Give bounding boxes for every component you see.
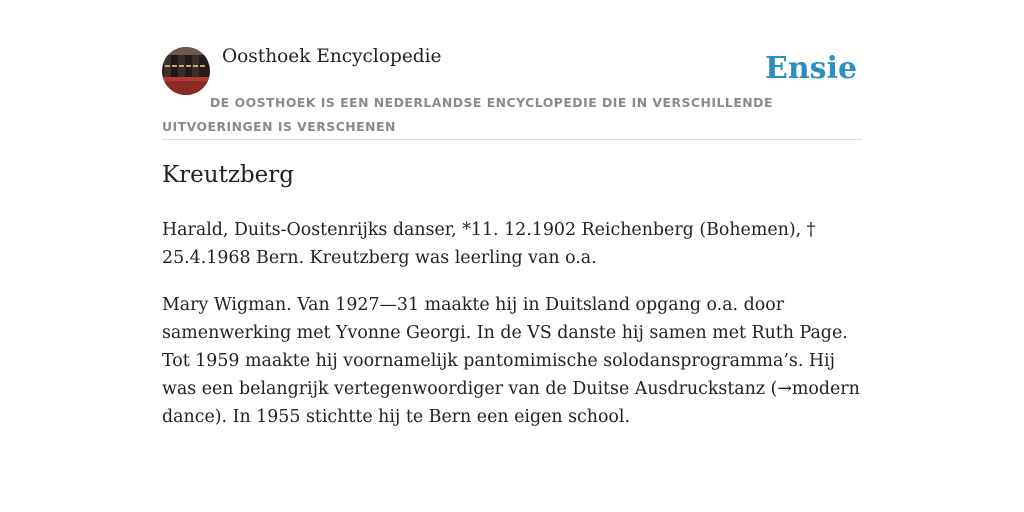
source-name[interactable]: Oosthoek Encyclopedie xyxy=(222,46,442,67)
source-avatar[interactable] xyxy=(162,47,210,95)
ensie-logo[interactable]: Ensie xyxy=(765,51,858,86)
entry-paragraph: Mary Wigman. Van 1927—31 maakte hij in Duitsland opgang o.a. door samenwerking met Yvonne Georgi. In de VS danste hij samen met Ruth Page. Tot 1959 maakte hij voornamelijk pantomimische solodansprogramma’s. Hij was een belangrijk vertegenwoordiger van de Duitse Ausdruckstanz (→modern dance). In 1955 stichtte hij te Bern een eigen school. xyxy=(162,295,860,427)
entry-body xyxy=(162,216,867,450)
entry-paragraph: Harald, Duits-Oostenrijks danser, *11. 12.1902 Reichenberg (Bohemen), † 25.4.1968 Bern. Kreutzberg was leerling van o.a. xyxy=(162,220,816,268)
source-tagline: DE OOSTHOEK IS EEN NEDERLANDSE ENCYCLOPEDIE DIE IN VERSCHILLENDE UITVOERINGEN IS VERSCHENEN xyxy=(162,95,773,134)
encyclopedia-books-icon xyxy=(162,47,210,95)
entry-title: Kreutzberg xyxy=(162,162,295,188)
header-divider xyxy=(162,139,862,140)
